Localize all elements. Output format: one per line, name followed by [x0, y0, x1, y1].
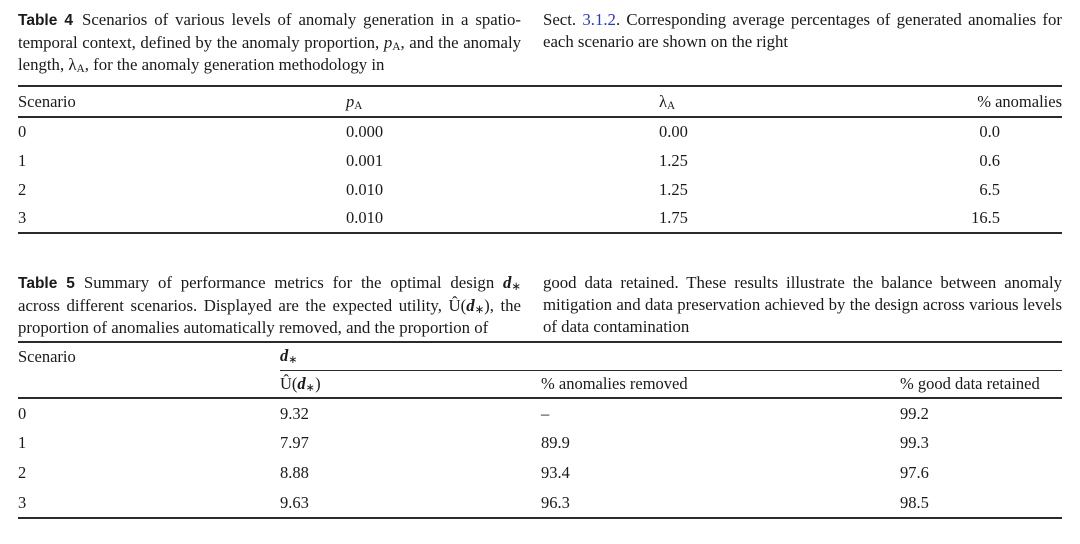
- table-cell: 1.75: [659, 208, 688, 227]
- table-cell: 3: [18, 492, 27, 512]
- table-cell: 89.9: [541, 433, 570, 452]
- table5-caption: [0, 272, 1080, 339]
- section-3-1-2-link[interactable]: 3.1.2: [582, 10, 616, 29]
- table5-header: [18, 342, 1062, 398]
- table-cell: 7.97: [280, 433, 309, 452]
- table-cell: 1: [18, 433, 27, 452]
- table5-caption-label: Table 5: [18, 275, 75, 292]
- table5-header-dstar-group: $d_∗$: [280, 342, 1062, 370]
- table-cell: 99.3: [900, 433, 929, 452]
- table-cell: 0.0: [979, 122, 1000, 141]
- table5-caption-left: [18, 272, 521, 339]
- table-cell: 99.2: [900, 403, 929, 423]
- table4-caption-left: [18, 9, 521, 76]
- table-cell: 98.5: [900, 492, 929, 512]
- table4-caption-right-post: . Corresponding average percentages of generated anomalies for each scenario are shown on the right: [543, 10, 1062, 51]
- table4-caption: [0, 9, 1080, 76]
- table5-caption-right: [543, 272, 1062, 339]
- table4-header: [18, 86, 1062, 117]
- table-row: [18, 458, 1062, 488]
- table-cell: 1.25: [659, 179, 688, 199]
- table-cell: 16.5: [971, 208, 1000, 227]
- table4-header-scenario: Scenario: [18, 91, 76, 111]
- table-cell: 0: [18, 403, 27, 423]
- table-cell: –: [541, 403, 550, 423]
- table-cell: 1.25: [659, 150, 688, 170]
- table-cell: 9.63: [280, 492, 309, 512]
- table-cell: 8.88: [280, 463, 309, 482]
- table5-header-scenario: Scenario: [18, 347, 76, 366]
- table5-body: [18, 398, 1062, 518]
- table-cell: 0.6: [979, 150, 1000, 170]
- table-cell: 0.001: [346, 150, 384, 170]
- table4-body: [18, 117, 1062, 233]
- table-cell: 93.4: [541, 463, 570, 482]
- table4-header-lambda: $\lambda_A$: [659, 91, 676, 112]
- table-cell: 6.5: [979, 179, 1000, 199]
- table4-caption-text: Scenarios of various levels of anomaly generation in a spatio-temporal context, defined by the anomaly proportion, $p_A$, and the anomaly length, $\lambda_A$, for the anomaly generation methodology in: [18, 10, 522, 76]
- table-cell: 2: [18, 179, 27, 199]
- table-cell: 96.3: [541, 492, 570, 512]
- table-cell: 0: [18, 122, 27, 141]
- table4-caption-right: [543, 9, 1062, 76]
- table-cell: 3: [18, 208, 27, 227]
- table5-caption-text: Summary of performance metrics for the optimal design $d_∗$ across different scenarios. Displayed are the expected utility, $Û(d_∗)$, the proportion of anomalies automatically removed, and the proportion of: [18, 273, 521, 337]
- table-row: [18, 175, 1062, 204]
- table-cell: 0.00: [659, 122, 688, 141]
- table-row: [18, 428, 1062, 458]
- table5-header-pct-good-data-retained: % good data retained: [900, 373, 1040, 393]
- table-cell: 9.32: [280, 403, 309, 423]
- table-cell: 97.6: [900, 463, 929, 482]
- table-row: [18, 204, 1062, 233]
- table4-caption-label: Table 4: [18, 12, 74, 29]
- table-row: [18, 398, 1062, 428]
- table5-header-pct-anomalies-removed: % anomalies removed: [541, 373, 688, 393]
- table-row: [18, 117, 1062, 146]
- table5: [18, 341, 1062, 519]
- table4-header-pa: $p_A$: [346, 91, 363, 112]
- table5-caption-right-text: good data retained. These results illustrate the balance between anomaly mitigation and data preservation achieved by the design across various levels of data contamination: [543, 273, 1062, 336]
- table-cell: 0.010: [346, 208, 384, 227]
- table-row: [18, 146, 1062, 175]
- table4-caption-right-pre: Sect.: [543, 10, 583, 29]
- table-cell: 0.000: [346, 122, 384, 141]
- table-cell: 0.010: [346, 179, 384, 199]
- table4: [18, 85, 1062, 234]
- table-cell: 2: [18, 463, 27, 482]
- table5-header-utility: $Û(d_∗)$: [280, 373, 321, 394]
- table-row: [18, 488, 1062, 518]
- table4-header-pct-anomalies: % anomalies: [977, 91, 1062, 111]
- table-cell: 1: [18, 150, 27, 170]
